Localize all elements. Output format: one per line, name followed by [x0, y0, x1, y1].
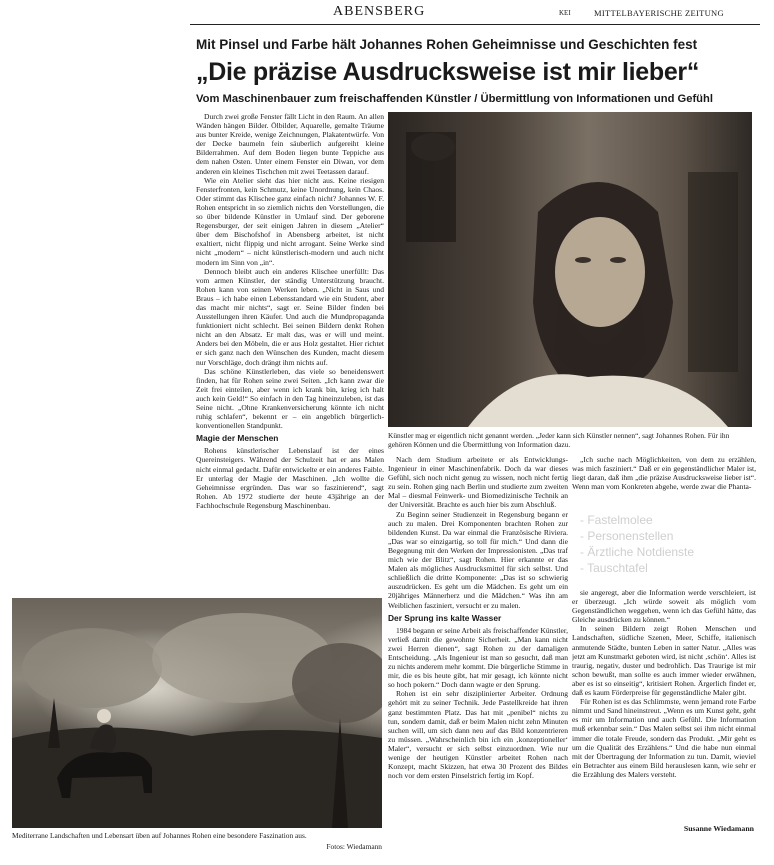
paragraph: Dennoch bleibt auch ein anderes Klischee unerfüllt: Das vom armen Künstler, der ständig Unterstützung braucht. Rohen kann von seinen Werken leben. „Nicht in Saus und Braus – ich habe einen Lebensstandard wie ein Student, aber das macht mir nichts“, sagt er. Seine Bilder finden bei Ausstellungen ihren Käufer. Und auch die Mundpropaganda funktioniert nicht schlecht. Bei seinen Bildern denkt Rohen nicht an den Absatz. Er malt das, was er will und meint. Anders bei den Möbeln, die er aus Holz gestaltet. Hier richtet er sich ganz nach den Wünschen des Kunden, macht diesem nur Vorschläge, doch drängt ihm nichts auf.: [196, 266, 384, 367]
paragraph: Für Rohen ist es das Schlimmste, wenn jemand rote Farbe nimmt und Sand hineinstreut. „Wenn es um Kunst geht, geht es mir um Information und auch Gefühl. Die Information muß erkennbar sein.“ Das Malen selbst sei ihm nicht einmal immer die totale Freude, sondern das Produkt. „Mir geht es um die Qualität des Erzählens.“ Und die habe nun einmal mit der Übertragung der Information zu tun. Damit, wieviel ein Betrachter aus einem Bild herauslesen kann, wie sehr er die Erzählung des Malers versteht.: [572, 697, 756, 779]
paragraph: Rohens künstlerischer Lebenslauf ist der eines Quereinsteigers. Während der Schulzeit hat er ans Malen nicht einmal gedacht. Dafür entwickelte er ein anderes Faible. Er unterlag der Magie der Maschinen. „Ich wollte die Geheimnisse ergründen. Das war so faszinierend“, sagt Rohen. Ab 1972 studierte der heute 43jährige an der Fachhochschule Regensburg Maschinenbau.: [196, 446, 384, 510]
masthead-section: ABENSBERG: [333, 4, 426, 19]
article-column-3: [572, 588, 756, 823]
bleed-through-text: - Fastelmolee - Personenstellen - Ärztliche Notdienste - Tauschtafel: [580, 513, 695, 575]
article-column-2: [388, 455, 568, 865]
article-headline: „Die präzise Ausdrucksweise ist mir lieber“: [196, 58, 700, 86]
masthead-page: KEI: [559, 9, 571, 17]
paragraph: Rohen ist ein sehr disziplinierter Arbeiter. Ordnung gehört mit zu seiner Technik. Jede Pastellkreide hat ihren ganz bestimmten Platz. Das hat mit „penibel“ nichts zu tun, sondern damit, daß er beim Malen nicht zehn Minuten suchen will, um sich dann neu auf das Bild konzentrieren zu müssen. „Wahrscheinlich bin ich ein ‚konzeptioneller‘ Maler“, versucht er sich selbst einzuordnen. Wie nur wenige der heutigen Künstler arbeitet Rohen nach Konzept, macht Skizzen, hat etwa 30 Prozent des Bildes noch vor dem ersten Pinselstrich fertig im Kopf.: [388, 689, 568, 781]
paragraph: In seinen Bildern zeigt Rohen Menschen und Landschaften, südliche Szenen, Meer, Schiffe, italienisch anmutende Städte, bunten Leben in satter Natur. „Alles was jetzt am Kunstmarkt geboten wird, ist nicht ‚schön‘. Alles ist traurig, negativ, duster und bedrohlich. Das Traurige ist mir schon bewußt, man sollte es auch immer wieder erwähnen, aber es ist so einseitig“, kritisiert Rohen. Ärgerlich findet er, daß es kaum Förderpreise für gegenständliche Maler gibt.: [572, 624, 756, 698]
paragraph: Wie ein Atelier sieht das hier nicht aus. Keine riesigen Fensterfronten, kein Schmutz, keine Unordnung, kein Chaos. Oder stimmt das Klischee ganz einfach nicht? Johannes W. F. Rohen entspricht in so ziemlich nichts den Vorstellungen, die so über bildende Künstler in Umlauf sind. Der geborene Regensburger, der seit einigen Jahren in diesem „Atelier“ über dem Bischofshof in Abensberg arbeitet, ist nicht exaltiert, nicht flippig und nicht arrogant. Seine Werke sind nicht „modern“ – nicht künstlerisch-modern und auch nicht modern im Sinn von „in“.: [196, 175, 384, 267]
portrait-photo: [388, 112, 752, 427]
paragraph: Zu Beginn seiner Studienzeit in Regensburg begann er auch zu malen. Drei Komponenten brachten Rohen zur bildenden Kunst. Da war einmal die Französische Riviera. „Das war so einzigartig, so toll für mich.“ Und dann die Begegnung mit den Werken der Impressionisten. „Das traf mich wie der Blitz“, sagt Rohen. Hier erkannte er das Malen als mögliches Ausdrucksmittel für sich selbst. Und schließlich die dritte Komponente: „Das ist so schwierig auszudrücken. Es geht um die Mädchen. Es geht um ein 20jähriges Männerherz und die Mädchen.“ Was ihn am Weiblichen fasziniert, versucht er zu malen.: [388, 509, 568, 610]
portrait-caption: Künstler mag er eigentlich nicht genannt werden. „Jeder kann sich Künstler nennen“, sagt Johannes Rohen. Für ihn gehören Können und die Übermittlung von Information dazu.: [388, 431, 730, 449]
article-author: Susanne Wiedamann: [683, 824, 754, 833]
article-kicker: Mit Pinsel und Farbe hält Johannes Rohen Geheimnisse und Geschichten fest: [196, 37, 698, 52]
paragraph: Nach dem Studium arbeitete er als Entwicklungs-Ingenieur in einer Maschinenfabrik. Doch da war dieses Gefühl, sich noch nicht genug zu wissen, noch nicht fertig zu sein. Rohen ging nach Berlin und studierte zum zweiten Mal – diesmal Feinwerk- und Biomedizinische Technik an der Universität. Brachte es auch hier bis zum Abschluß.: [388, 455, 568, 510]
landscape-caption: Mediterrane Landschaften und Lebensart üben auf Johannes Rohen eine besondere Faszination aus.: [12, 831, 307, 840]
article-column-3-top: [572, 455, 756, 515]
masthead-rule: [190, 24, 760, 25]
photo-credit: Fotos: Wiedamann: [326, 842, 382, 851]
portrait-illustration: [388, 112, 752, 427]
paragraph: Durch zwei große Fenster fällt Licht in den Raum. An allen Wänden hängen Bilder. Ölbilder, Aquarelle, gemalte Träume aus bunter Kreide, wenige Zeichnungen, Plakatentwürfe. Von der Decke baumeln fein säuberlich aufgereiht kleine Bilderrahmen. Auf dem Boden liegen bunte Teppiche aus dem nahen Osten. Unter einem Fenster ein Diwan, vor dem anderen ein kleines Tischchen mit zwei Teetassen darauf.: [196, 112, 384, 176]
paragraph: sie angeregt, aber die Information werde verschleiert, ist er überzeugt. „Ich würde soweit als möglich vom Gegenständlichen weggehen, wenn ich das Gefühl hätte, das Gleiche ausdrücken zu können.“: [572, 588, 756, 625]
masthead-paper: MITTELBAYERISCHE ZEITUNG: [594, 8, 724, 18]
landscape-illustration: [12, 598, 382, 828]
article-subhead: Vom Maschinenbauer zum freischaffenden Künstler / Übermittlung von Informationen und Gefühl: [196, 93, 713, 105]
paragraph: Das schöne Künstlerleben, das viele so beneidenswert finden, hat für Rohen seine zwei Seiten. „Ich kann zwar die Zeit frei einteilen, aber wenn ich krank bin, krieg ich halt auch kein Geld!“ So einfach in den Tag hineinzuleben, ist das Seine nicht. „Ohne Krankenversicherung könnte ich nicht ruhig schlafen“, bekennt er – ein angeblich bürgerlich-konventionellen Standpunkt.: [196, 366, 384, 431]
paragraph: 1984 begann er seine Arbeit als freischaffender Künstler, verließ damit die gewohnte Sicherheit. „Man kann nicht zwei Herren dienen“, sagt Rohen zu der damaligen Entscheidung. „Als Ingenieur ist man so gesucht, daß man zu nichts anderem mehr kommt. Die bürgerliche Stimme in mir, die es bis heute gibt, hat mir gesagt, ich könnte nicht so hoch pokern.“ Doch dann wagte er den Sprung.: [388, 625, 568, 690]
subheading-magie: Magie der Menschen: [196, 433, 279, 444]
landscape-photo: [12, 598, 382, 828]
paragraph: „Ich suche nach Möglichkeiten, von dem zu erzählen, was mich fasziniert.“ Daß er ein gegenständlicher Maler ist, liegt daran, daß ihm „die präzise Ausdrucksweise lieber ist“. Wenn man vom Konkreten abgehe, werde zwar die Phanta-: [572, 455, 756, 492]
article-column-1: [196, 112, 384, 605]
subheading-sprung: Der Sprung ins kalte Wasser: [388, 612, 502, 623]
